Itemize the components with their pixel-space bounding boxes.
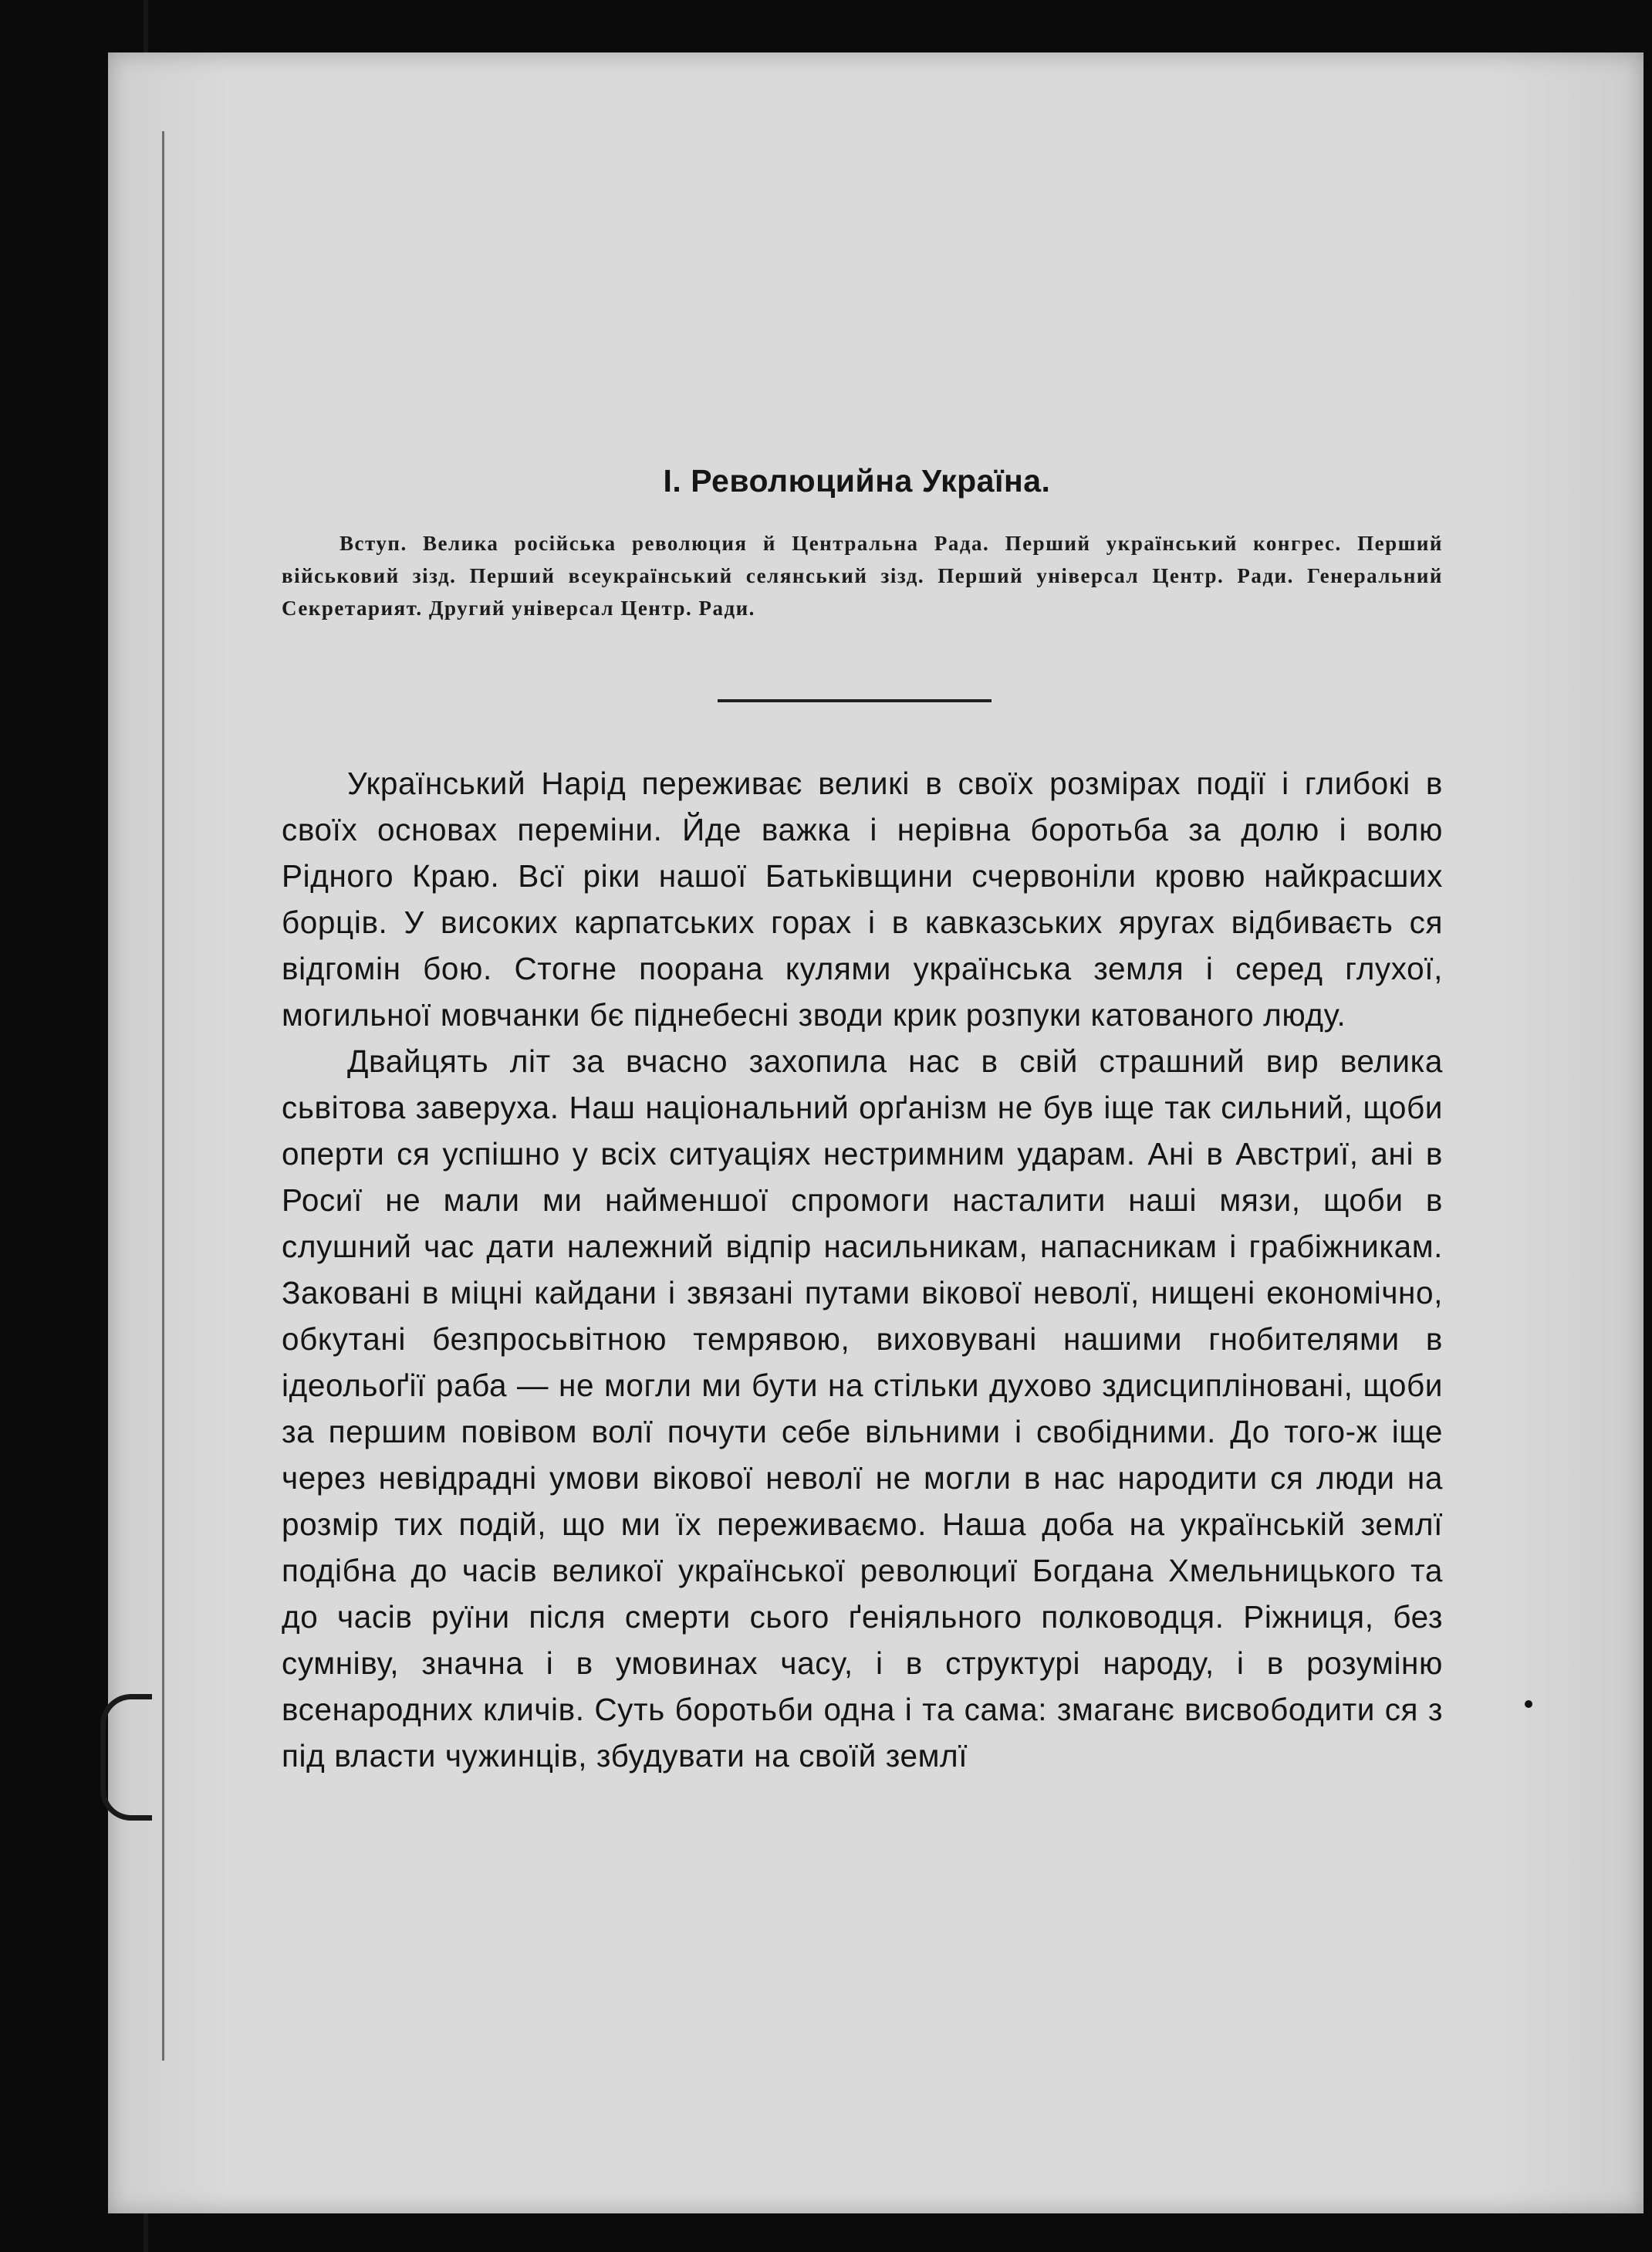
body-text — [282, 760, 1443, 1779]
page-fold-line — [162, 131, 164, 2061]
ink-speck — [1525, 1700, 1532, 1708]
paragraph: Двайцять літ за вчасно захопила нас в свій страшний вир велика сьвітова заверуха. Наш національний орґанізм не був іще так сильний, щоби оперти ся успішно у всіх ситуаціях нестримним ударам. Ані в Австриї, ані в Росиї не мали ми найменшої спромоги насталити наші мязи, щоби в слушний час дати належний відпір насильникам, напасникам і грабіжникам. Заковані в міцні кайдани і звязані путами вікової неволї, нищені економічно, обкутані безпросьвітною темрявою, виховувані нашими гнобителями в ідеольоґії раба — не могли ми бути на стільки духово здисципліновані, щоби за першим повівом волї почути себе вільними і свобідними. До того-ж іще через невідрадні умови вікової неволї не могли в нас народити ся люди на розмір тих подій, що ми їх переживаємо. Наша доба на українській землї подібна до часів великої української революциї Богдана Хмельницького та до часів руїни після смерти сього ґеніяльного полководця. Ріжниця, без сумніву, значна і в умовинах часу, і в структурі народу, і в розуміню всенародних кличів. Суть боротьби одна і та сама: змаганє висвободити ся з під власти чужинців, збудувати на своїй землї — [282, 1043, 1443, 1774]
paragraph: Український Нарід переживає великі в своїх розмірах події і глибокі в своїх основах переміни. Йде важка і нерівна боротьба за долю і волю Рідного Краю. Всї ріки нашої Батьківщини счервоніли кровю найкрасших борців. У високих карпатських горах і в кавказських яругах відбиваєть ся відгомін бою. Стогне поорана кулями українська земля і серед глухої, могильної мовчанки бє піднебесні зводи крик розпуки катованого люду. — [282, 766, 1443, 1033]
binding-clip-mark — [100, 1694, 152, 1821]
chapter-summary: Вступ. Велика російська революция й Центральна Рада. Перший український конгрес. Перший військовий зізд. Перший всеукраїнський селянський зізд. Перший універсал Центр. Ради. Генеральний Секретарият. Другий універсал Центр. Ради. — [282, 532, 1443, 620]
chapter-title: I. Революцийна Україна. — [663, 463, 1051, 499]
section-divider — [718, 699, 992, 702]
